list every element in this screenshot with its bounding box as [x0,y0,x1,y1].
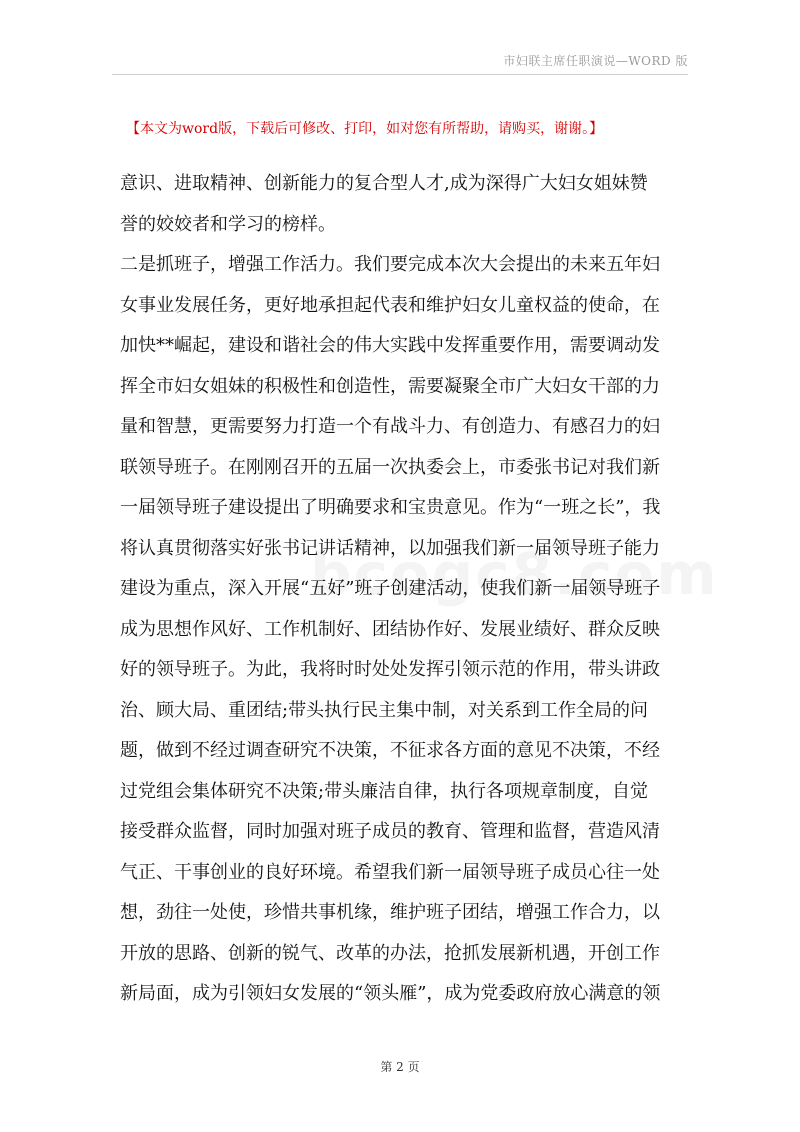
text-line: 誉的姣姣者和学习的榜样。 [120,213,336,235]
text-line: 新局面，成为引领妇女发展的“领头雁”，成为党委政府放心满意的领 [120,983,661,1004]
page-number: 第 2 页 [380,1060,420,1074]
text-line: 二是抓班子，增强工作活力。我们要完成本次大会提出的未来五年妇 [120,254,660,275]
text-line: 好的领导班子。为此，我将时时处处发挥引领示范的作用，带头讲政 [120,659,660,680]
purchase-notice: 【本文为word版，下载后可修改、打印，如对您有所帮助，请购买，谢谢。】 [126,121,604,137]
text-line: 气正、干事创业的良好环境。希望我们新一届领导班子成员心往一处 [120,861,660,883]
text-line: 加快**崛起，建设和谐社会的伟大实践中发挥重要作用，需要调动发 [120,335,660,356]
body-text [120,164,690,1015]
text-line: 治、顾大局、重团结;带头执行民主集中制，对关系到工作全局的问 [120,699,649,721]
text-line: 女事业发展任务，更好地承担起代表和维护妇女儿童权益的使命，在 [120,294,660,316]
text-line: 联领导班子。在刚刚召开的五届一次执委会上，市委张书记对我们新 [120,456,660,478]
text-line: 挥全市妇女姐妹的积极性和创造性，需要凝聚全市广大妇女干部的力 [120,375,660,397]
header-title: 市妇联主席任职演说—WORD 版 [503,54,688,68]
text-line: 将认真贯彻落实好张书记讲话精神，以加强我们新一届领导班子能力 [120,537,660,559]
header-divider [112,74,688,75]
text-line: 建设为重点，深入开展“五好”班子创建活动，使我们新一届领导班子 [120,578,661,599]
text-line: 过党组会集体研究不决策;带头廉洁自律，执行各项规章制度，自觉 [120,780,649,802]
text-line: 一届领导班子建设提出了明确要求和宝贵意见。作为“一班之长”，我 [120,497,661,518]
text-line: 成为思想作风好、工作机制好、团结协作好、发展业绩好、群众反映 [120,618,660,640]
text-line: 开放的思路、创新的锐气、改革的办法，抢抓发展新机遇，开创工作 [120,942,660,964]
text-line: 量和智慧，更需要努力打造一个有战斗力、有创造力、有感召力的妇 [120,416,660,437]
text-line: 意识、进取精神、创新能力的复合型人才,成为深得广大妇女姐妹赞 [120,173,648,194]
text-line: 想，劲往一处使，珍惜共事机缘，维护班子团结，增强工作合力，以 [120,902,660,923]
text-line: 接受群众监督，同时加强对班子成员的教育、管理和监督，营造风清 [120,821,660,842]
text-line: 题，做到不经过调查研究不决策，不征求各方面的意见不决策，不经 [120,740,660,761]
